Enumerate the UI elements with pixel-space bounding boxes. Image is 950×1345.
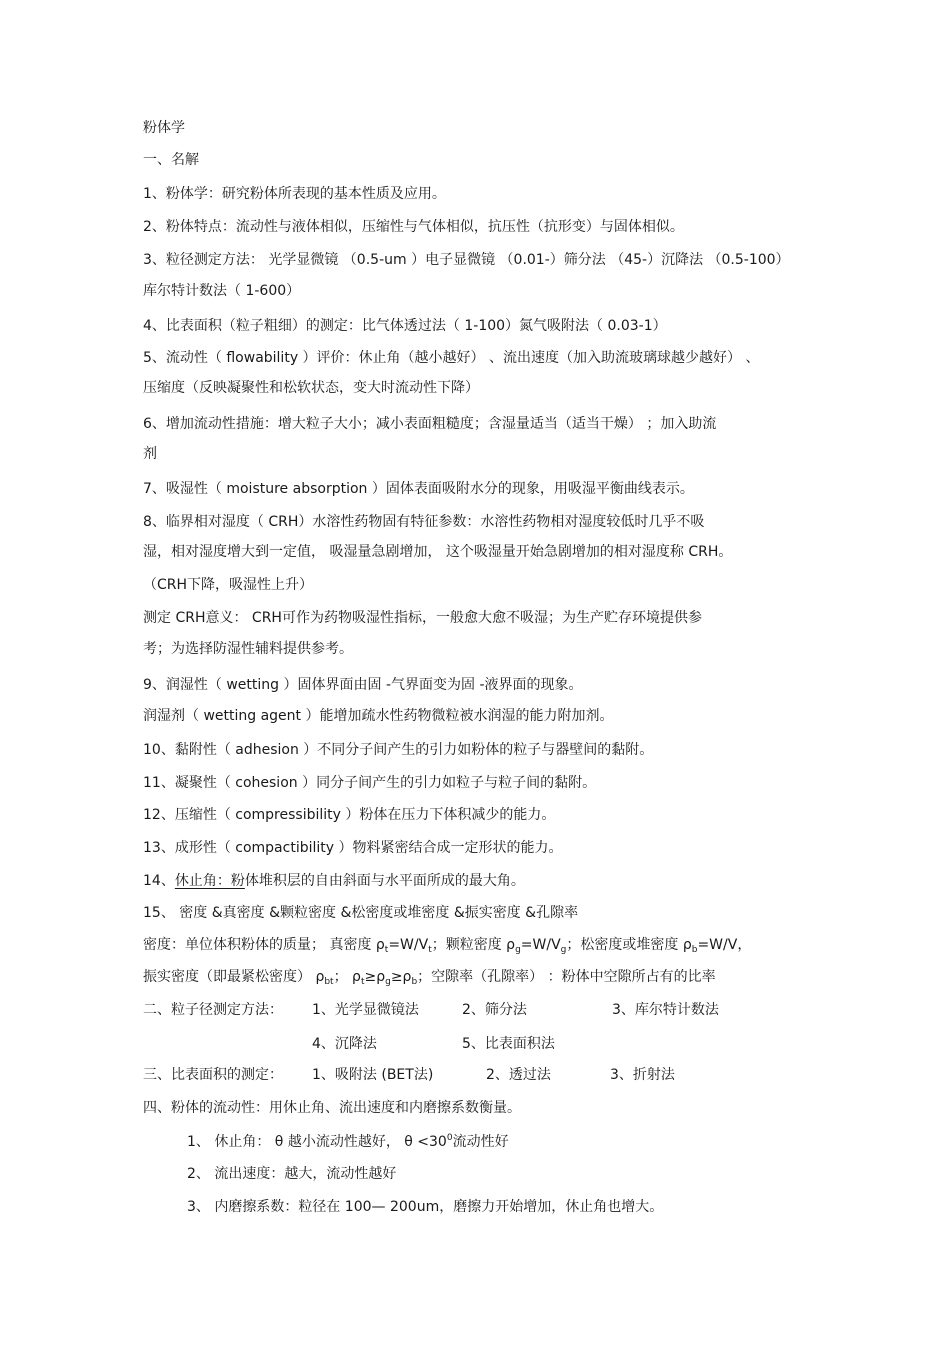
definition-item-cont: （CRH下降，吸湿性上升） xyxy=(143,577,314,593)
definition-item-cont: 润湿剂（ wetting agent ）能增加疏水性药物微粒被水润湿的能力附加剂。 xyxy=(143,708,614,724)
definition-item: 1、粉体学：研究粉体所表现的基本性质及应用。 xyxy=(143,186,446,202)
document-title: 粉体学 xyxy=(143,120,185,136)
flowability-item: 3、 内磨擦系数：粒径在 100— 200um，磨擦力开始增加，休止角也增大。 xyxy=(187,1199,664,1215)
density-formulas: 密度：单位体积粉体的质量； 真密度 $\rho_t=W/V_t$；颗粒密度 $\rho_g=W/V_g$；松密度或堆密度 $\rho_b=W/V$， xyxy=(143,937,752,955)
item-number: 14、 xyxy=(143,873,175,889)
flowability-item: 2、 流出速度：越大，流动性越好 xyxy=(187,1166,397,1182)
method-item: 4、沉降法 xyxy=(312,1036,377,1052)
method-item: 3、折射法 xyxy=(610,1067,675,1083)
definition-item: 15、 密度 &真密度 &颗粒密度 &松密度或堆密度 &振实密度 &孔隙率 xyxy=(143,905,579,921)
method-item: 3、库尔特计数法 xyxy=(612,1002,719,1018)
section-heading: 四、粉体的流动性：用休止角、流出速度和内磨擦系数衡量。 xyxy=(143,1100,521,1116)
definition-item-cont: 测定 CRH意义： CRH可作为药物吸湿性指标，一般愈大愈不吸湿；为生产贮存环境提供参 xyxy=(143,610,702,626)
definition-item-cont: 库尔特计数法（ 1-600） xyxy=(143,283,301,299)
method-item: 1、光学显微镜法 xyxy=(312,1002,419,1018)
definition-item: 13、成形性（ compactibility ）物料紧密结合成一定形状的能力。 xyxy=(143,840,563,856)
method-item: 5、比表面积法 xyxy=(462,1036,555,1052)
definition-item: 4、比表面积（粒子粗细）的测定：比气体透过法（ 1-100）氮气吸附法（ 0.03-1） xyxy=(143,318,667,334)
definition-item xyxy=(143,872,525,890)
definition-item: 7、吸湿性（ moisture absorption ）固体表面吸附水分的现象，用吸湿平衡曲线表示。 xyxy=(143,481,694,497)
method-item: 1、吸附法 (BET法) xyxy=(312,1067,434,1083)
definition-item: 10、黏附性（ adhesion ）不同分子间产生的引力如粉体的粒子与器壁间的黏附。 xyxy=(143,742,654,758)
definition-item: 2、粉体特点：流动性与液体相似，压缩性与气体相似，抗压性（抗形变）与固体相似。 xyxy=(143,219,684,235)
definition-item-cont: 湿，相对湿度增大到一定值， 吸湿量急剧增加， 这个吸湿量开始急剧增加的相对湿度称 CRH。 xyxy=(143,544,733,560)
definition-item: 5、流动性（ flowability ）评价：休止角（越小越好） 、流出速度（加入助流玻璃球越少越好） 、 xyxy=(143,350,760,366)
definition-item: 6、增加流动性措施：增大粒子大小；减小表面粗糙度；含湿量适当（适当干燥） ；加入助流 xyxy=(143,416,717,432)
item-text: 体堆积层的自由斜面与水平面所成的最大角。 xyxy=(244,873,525,889)
section-heading: 一、名解 xyxy=(143,152,199,168)
definition-item-cont: 考；为选择防湿性辅料提供参考。 xyxy=(143,641,353,657)
definition-item-cont: 压缩度（反映凝聚性和松软状态，变大时流动性下降） xyxy=(143,380,479,396)
underlined-term: 休止角：粉 xyxy=(174,873,245,889)
definition-item-cont: 剂 xyxy=(143,446,157,462)
method-item: 2、筛分法 xyxy=(462,1002,527,1018)
flowability-item: 1、 休止角： θ 越小流动性越好， $\theta <30^0$流动性好 xyxy=(187,1133,509,1150)
section-heading: 二、粒子径测定方法： xyxy=(143,1002,283,1018)
definition-item: 8、临界相对湿度（ CRH）水溶性药物固有特征参数：水溶性药物相对湿度较低时几乎不吸 xyxy=(143,514,705,530)
definition-item: 12、压缩性（ compressibility ）粉体在压力下体积减少的能力。 xyxy=(143,807,556,823)
definition-item: 9、润湿性（ wetting ）固体界面由固 -气界面变为固 -液界面的现象。 xyxy=(143,677,583,693)
definition-item: 3、粒径测定方法： 光学显微镜 （0.5-um ）电子显微镜 （0.01-）筛分法 （45-）沉降法 （0.5-100） xyxy=(143,252,790,268)
section-heading: 三、比表面积的测定： xyxy=(143,1067,283,1083)
method-item: 2、透过法 xyxy=(486,1067,551,1083)
density-formulas-cont: 振实密度（即最紧松密度） $\rho_{bt}$； $\rho_t\ge\rho_g\ge\rho_b$；空隙率（孔隙率） ：粉体中空隙所占有的比率 xyxy=(143,969,716,987)
definition-item: 11、凝聚性（ cohesion ）同分子间产生的引力如粒子与粒子间的黏附。 xyxy=(143,775,597,791)
